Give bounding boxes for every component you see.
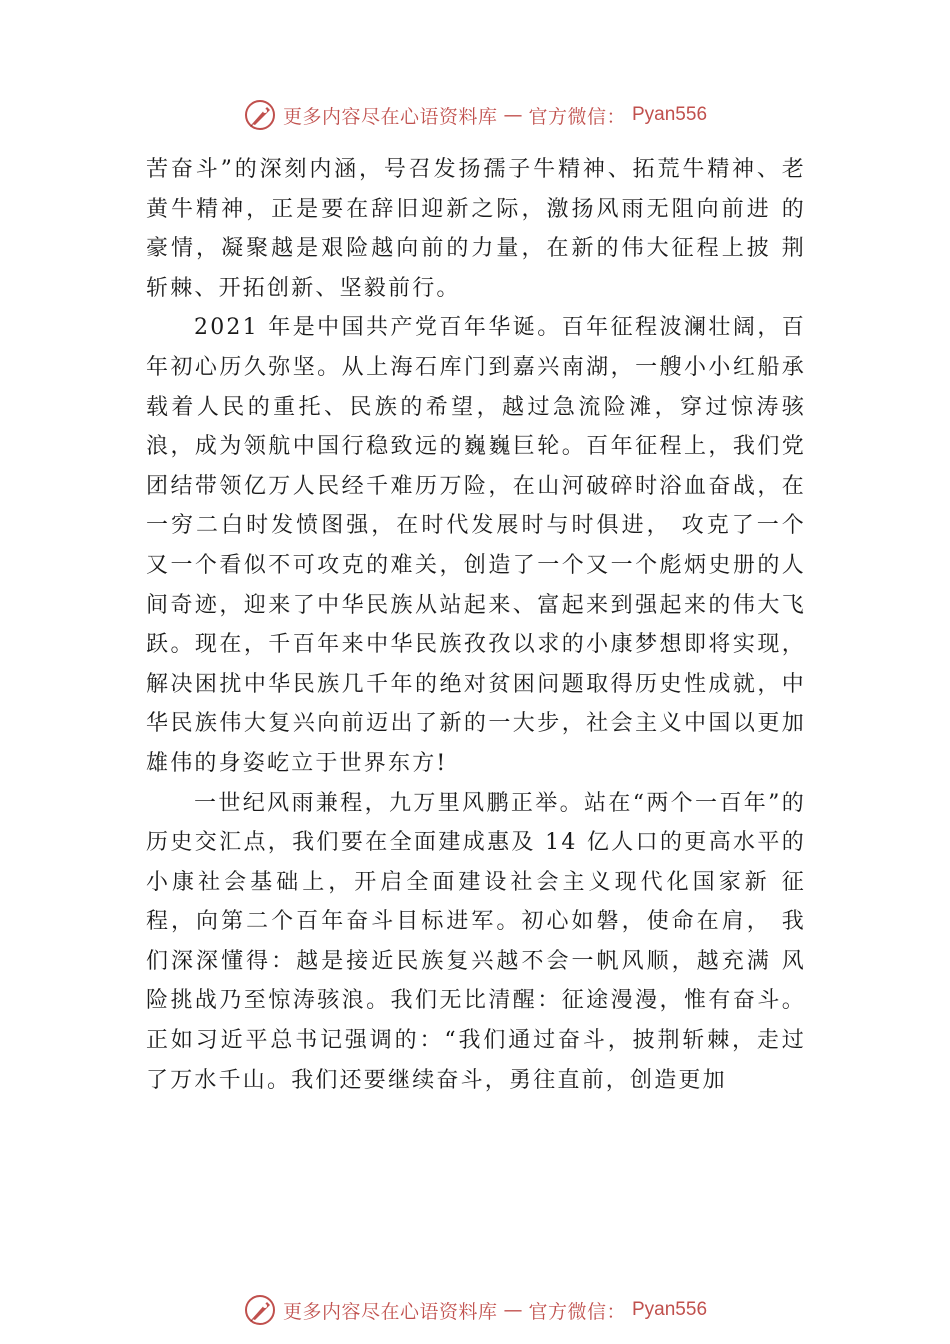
wechat-label: 官方微信： (528, 105, 626, 128)
watermark-dash: — (503, 1299, 523, 1321)
document-body (146, 150, 806, 1100)
wechat-id: Pyan556 (632, 1299, 708, 1320)
watermark-text: 更多内容尽在心语资料库 (282, 1300, 498, 1323)
footer-watermark (0, 1290, 950, 1330)
watermark-text: 更多内容尽在心语资料库 (282, 105, 498, 128)
quill-pen-logo-icon (243, 1293, 277, 1327)
paragraph-new-journey: 一世纪风雨兼程，九万里风鹏正举。站在“两个一百年”的历史交汇点，我们要在全面建成惠及 14 亿人口的更高水平的小康社会基础上，开启全面建设社会主义现代化国家新 征程，向第二个百年奋斗目标进军。初心如磐，使命在肩， 我们深深懂得：越是接近民族复兴越不会一帆风顺，越充满 风险挑战乃至惊涛骇浪。我们无比清醒：征途漫漫，惟有奋斗。正如习近平总书记强调的：“我们通过奋斗，披荆斩棘，走过了万水千山。我们还要继续奋斗，勇往直前，创造更加 (146, 790, 806, 1093)
paragraph-continuation: 苦奋斗”的深刻内涵，号召发扬孺子牛精神、拓荒牛精神、老黄牛精神，正是要在辞旧迎新之际，激扬风雨无阻向前进 的豪情，凝聚越是艰险越向前的力量，在新的伟大征程上披 荆斩棘、开拓创新、坚毅前行。 (146, 157, 806, 301)
paragraph-centenary: 2021 年是中国共产党百年华诞。百年征程波澜壮阔，百年初心历久弥坚。从上海石库门到嘉兴南湖，一艘小小红船承载着人民的重托、民族的希望，越过急流险滩，穿过惊涛骇浪，成为领航中国行稳致远的巍巍巨轮。百年征程上，我们党团结带领亿万人民经千难历万险，在山河破碎时浴血奋战，在一穷二白时发愤图强，在时代发展时与时俱进， 攻克了一个又一个看似不可攻克的难关，创造了一个又一个彪炳史册的人间奇迹，迎来了中华民族从站起来、富起来到强起来的伟大飞跃。现在，千百年来中华民族孜孜以求的小康梦想即将实现，解决困扰中华民族几千年的绝对贫困问题取得历史性成就，中华民族伟大复兴向前迈出了新的一大步，社会主义中国以更加雄伟的身姿屹立于世界东方! (146, 315, 806, 776)
watermark-dash: — (503, 104, 523, 126)
quill-pen-logo-icon (243, 98, 277, 132)
wechat-id: Pyan556 (632, 104, 708, 125)
header-watermark (0, 95, 950, 135)
wechat-label: 官方微信： (528, 1300, 626, 1323)
